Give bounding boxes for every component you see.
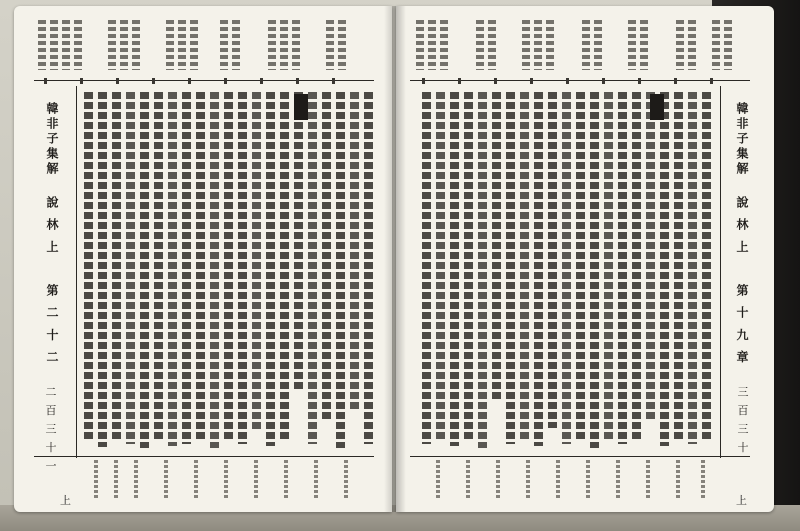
left-book-title: 韓非子集解 [45, 102, 59, 177]
left-page [14, 6, 392, 512]
right-chapter-label: 第 十 九 章 [735, 284, 749, 366]
right-bottom-mark: 上 [736, 494, 747, 507]
left-side-rule [76, 86, 77, 458]
left-tick-row [44, 78, 364, 86]
left-header-notes [38, 20, 368, 76]
left-section-runner: 說 林 上 [45, 196, 59, 256]
right-section-runner: 說 林 上 [735, 196, 749, 256]
open-book [14, 6, 774, 512]
right-page [396, 6, 774, 512]
right-bottom-rule [410, 456, 750, 457]
left-bottom-mark: 上 [60, 494, 71, 507]
right-book-title: 韓非子集解 [735, 102, 749, 177]
right-tick-row [422, 78, 742, 86]
right-header-notes [416, 20, 746, 76]
left-section-marker [294, 94, 308, 120]
right-body-text [422, 92, 712, 452]
right-section-marker [650, 94, 664, 120]
left-bottom-rule [34, 456, 374, 457]
left-chapter-label: 第 二 十 二 [45, 284, 59, 366]
left-page-number: 二 百 三 十 一 [44, 386, 57, 473]
right-page-number: 三 百 三 十 [736, 386, 749, 455]
right-side-rule [720, 86, 721, 458]
left-body-text [84, 92, 376, 452]
